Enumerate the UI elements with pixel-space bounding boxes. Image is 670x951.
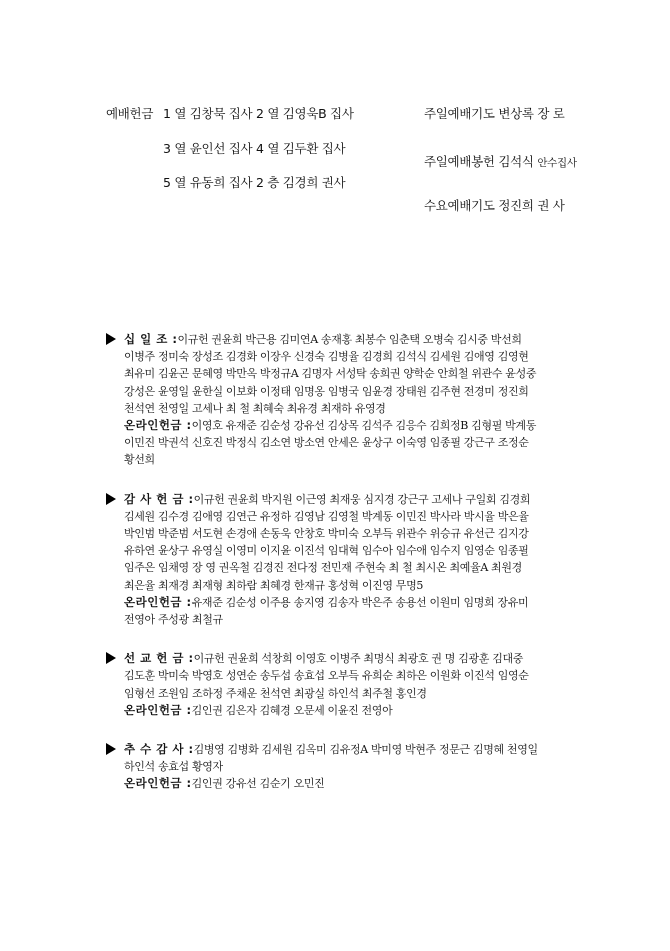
offering-line [106,685,566,702]
offering-line [106,775,566,792]
donor-names: 천석연 천영일 고세나 최 철 최혜숙 최유경 최재하 유영경 [124,401,386,415]
donor-names: 이민진 박권석 신호진 박정식 김소연 방소연 안세은 윤상구 이숙영 임종필 강근구 조정순 [124,436,529,450]
offering-category-label: 십 일 조 : [124,332,178,346]
offering-line [106,741,566,758]
donor-names: 이규헌 권윤희 박근용 김미연A 송재홍 최봉수 임춘택 오병숙 김시중 박선희 [177,333,522,346]
wednesday-prayer [424,196,565,214]
donor-names: 유하연 윤상구 유영실 이영미 이지윤 이진석 임대혁 임수아 임수애 임수지 임영순 임종필 [124,544,529,558]
sunday-offering-duty [424,152,577,170]
donor-names: 최유미 김윤곤 문혜영 박만옥 박정규A 김명자 서성탁 송희권 양학순 안희철 위관수 윤성중 [124,367,537,381]
bullet-triangle-icon [106,652,116,664]
donor-names: 이영호 유재준 김순성 강유선 김상목 김석주 김응수 김희정B 김형필 박계동 [191,419,536,433]
service-offering-label: 예배헌금 [106,106,154,121]
donor-names: 이규헌 권윤희 박지원 이근영 최재웅 심지경 강근구 고세나 구일회 김경희 [193,492,531,506]
offering-line [106,525,566,542]
offering-line [106,559,566,576]
sunday-offering-text: 주일예배봉헌 김석식 [424,154,538,169]
offering-line [106,702,566,719]
donor-names: 박인범 박준범 서도현 손경애 손동욱 안창호 박미숙 오부득 위관수 위승규 유선근 김지강 [124,527,529,541]
offering-category-label: 감 사 헌 금 : [124,491,194,506]
bullet-triangle-icon [106,333,116,345]
offering-category-label: 추 수 감 사 : [124,742,194,757]
donor-names: 강성은 윤영일 윤한실 이보화 이정태 임명옹 임병국 임윤경 장태원 김주현 전경미 정진희 [124,384,529,398]
service-row-3: 5 열 유동희 집사 2 층 김경희 권사 [163,175,346,190]
offering-line [106,331,566,348]
offering-line [106,611,566,628]
bullet-triangle-icon [106,743,116,755]
donor-names: 김도훈 박미숙 박영호 성연순 송두섭 송효섭 오부득 유희순 최하은 이원화 이진석 임영순 [124,669,529,683]
offering-line [106,348,566,365]
offering-lists [106,331,566,815]
donor-names: 이규헌 권윤희 석창희 이영호 이병주 최명식 최광호 권 명 김광훈 김대중 [193,652,524,666]
offering-category-label: 온라인헌금 : [124,776,192,791]
donor-names: 김인권 강유선 김순기 오민진 [191,777,325,791]
offering-line [106,577,566,594]
donor-names: 황선희 [124,453,155,467]
donor-names: 하인석 송효섭 황영자 [124,760,223,774]
offering-category-label: 온라인헌금 : [124,594,192,609]
offering-category-label: 온라인헌금 : [124,418,192,433]
donor-names: 유재준 김순성 이주용 송지영 김송자 박은주 송용선 이원미 임명희 장유미 [191,595,529,609]
offering-line [106,365,566,382]
offering-line [106,667,566,684]
donor-names: 임형선 조원임 조하정 주채운 천석연 최광실 하인석 최주철 홍인경 [124,686,427,700]
service-row-1: 1 열 김창묵 집사 2 열 김영욱B 집사 [163,106,354,121]
offering-line [106,417,566,434]
sunday-offering-title: 안수집사 [537,157,577,169]
offering-section [106,331,566,469]
offering-line [106,434,566,451]
donor-names: 최은율 최재경 최재형 최하람 최혜경 한재규 홍성혁 이진영 무명5 [124,578,423,592]
donor-names: 전영아 주성광 최철규 [124,613,223,627]
offering-line [106,491,566,508]
sunday-prayer-text: 주일예배기도 변상록 장 로 [424,106,565,121]
offering-line [106,508,566,525]
offering-line [106,451,566,468]
offering-line [106,650,566,667]
offering-category-label: 선 교 헌 금 : [124,651,194,666]
service-row-2: 3 열 윤인선 집사 4 열 김두환 집사 [163,141,346,156]
offering-category-label: 온라인헌금 : [124,702,192,717]
offering-line [106,542,566,559]
offering-section [106,741,566,793]
donor-names: 김세원 김수경 김애영 김연근 유정하 김영남 김영철 박계동 이민진 박사라 박시율 박은율 [124,509,529,523]
sunday-prayer [424,104,565,122]
bullet-triangle-icon [106,493,116,505]
donor-names: 김인권 김은자 김혜경 오문세 이윤진 전영아 [191,703,393,717]
offering-line [106,400,566,417]
donor-names: 김병영 김병화 김세원 김옥미 김유정A 박미영 박현주 정문근 김명혜 천영일 [193,743,538,757]
offering-section [106,650,566,719]
donor-names: 임주은 임채영 장 영 권옥철 김경진 전다정 전민재 주현숙 최 철 최시온 최예율A 최원경 [124,561,522,575]
offering-line [106,758,566,775]
wednesday-prayer-text: 수요예배기도 정진희 권 사 [424,198,565,213]
offering-section [106,491,566,629]
offering-line [106,594,566,611]
offering-line [106,383,566,400]
donor-names: 이병주 정미숙 장성조 김경화 이장우 신경숙 김병율 김경희 김석식 김세원 김애영 김영현 [124,350,529,364]
